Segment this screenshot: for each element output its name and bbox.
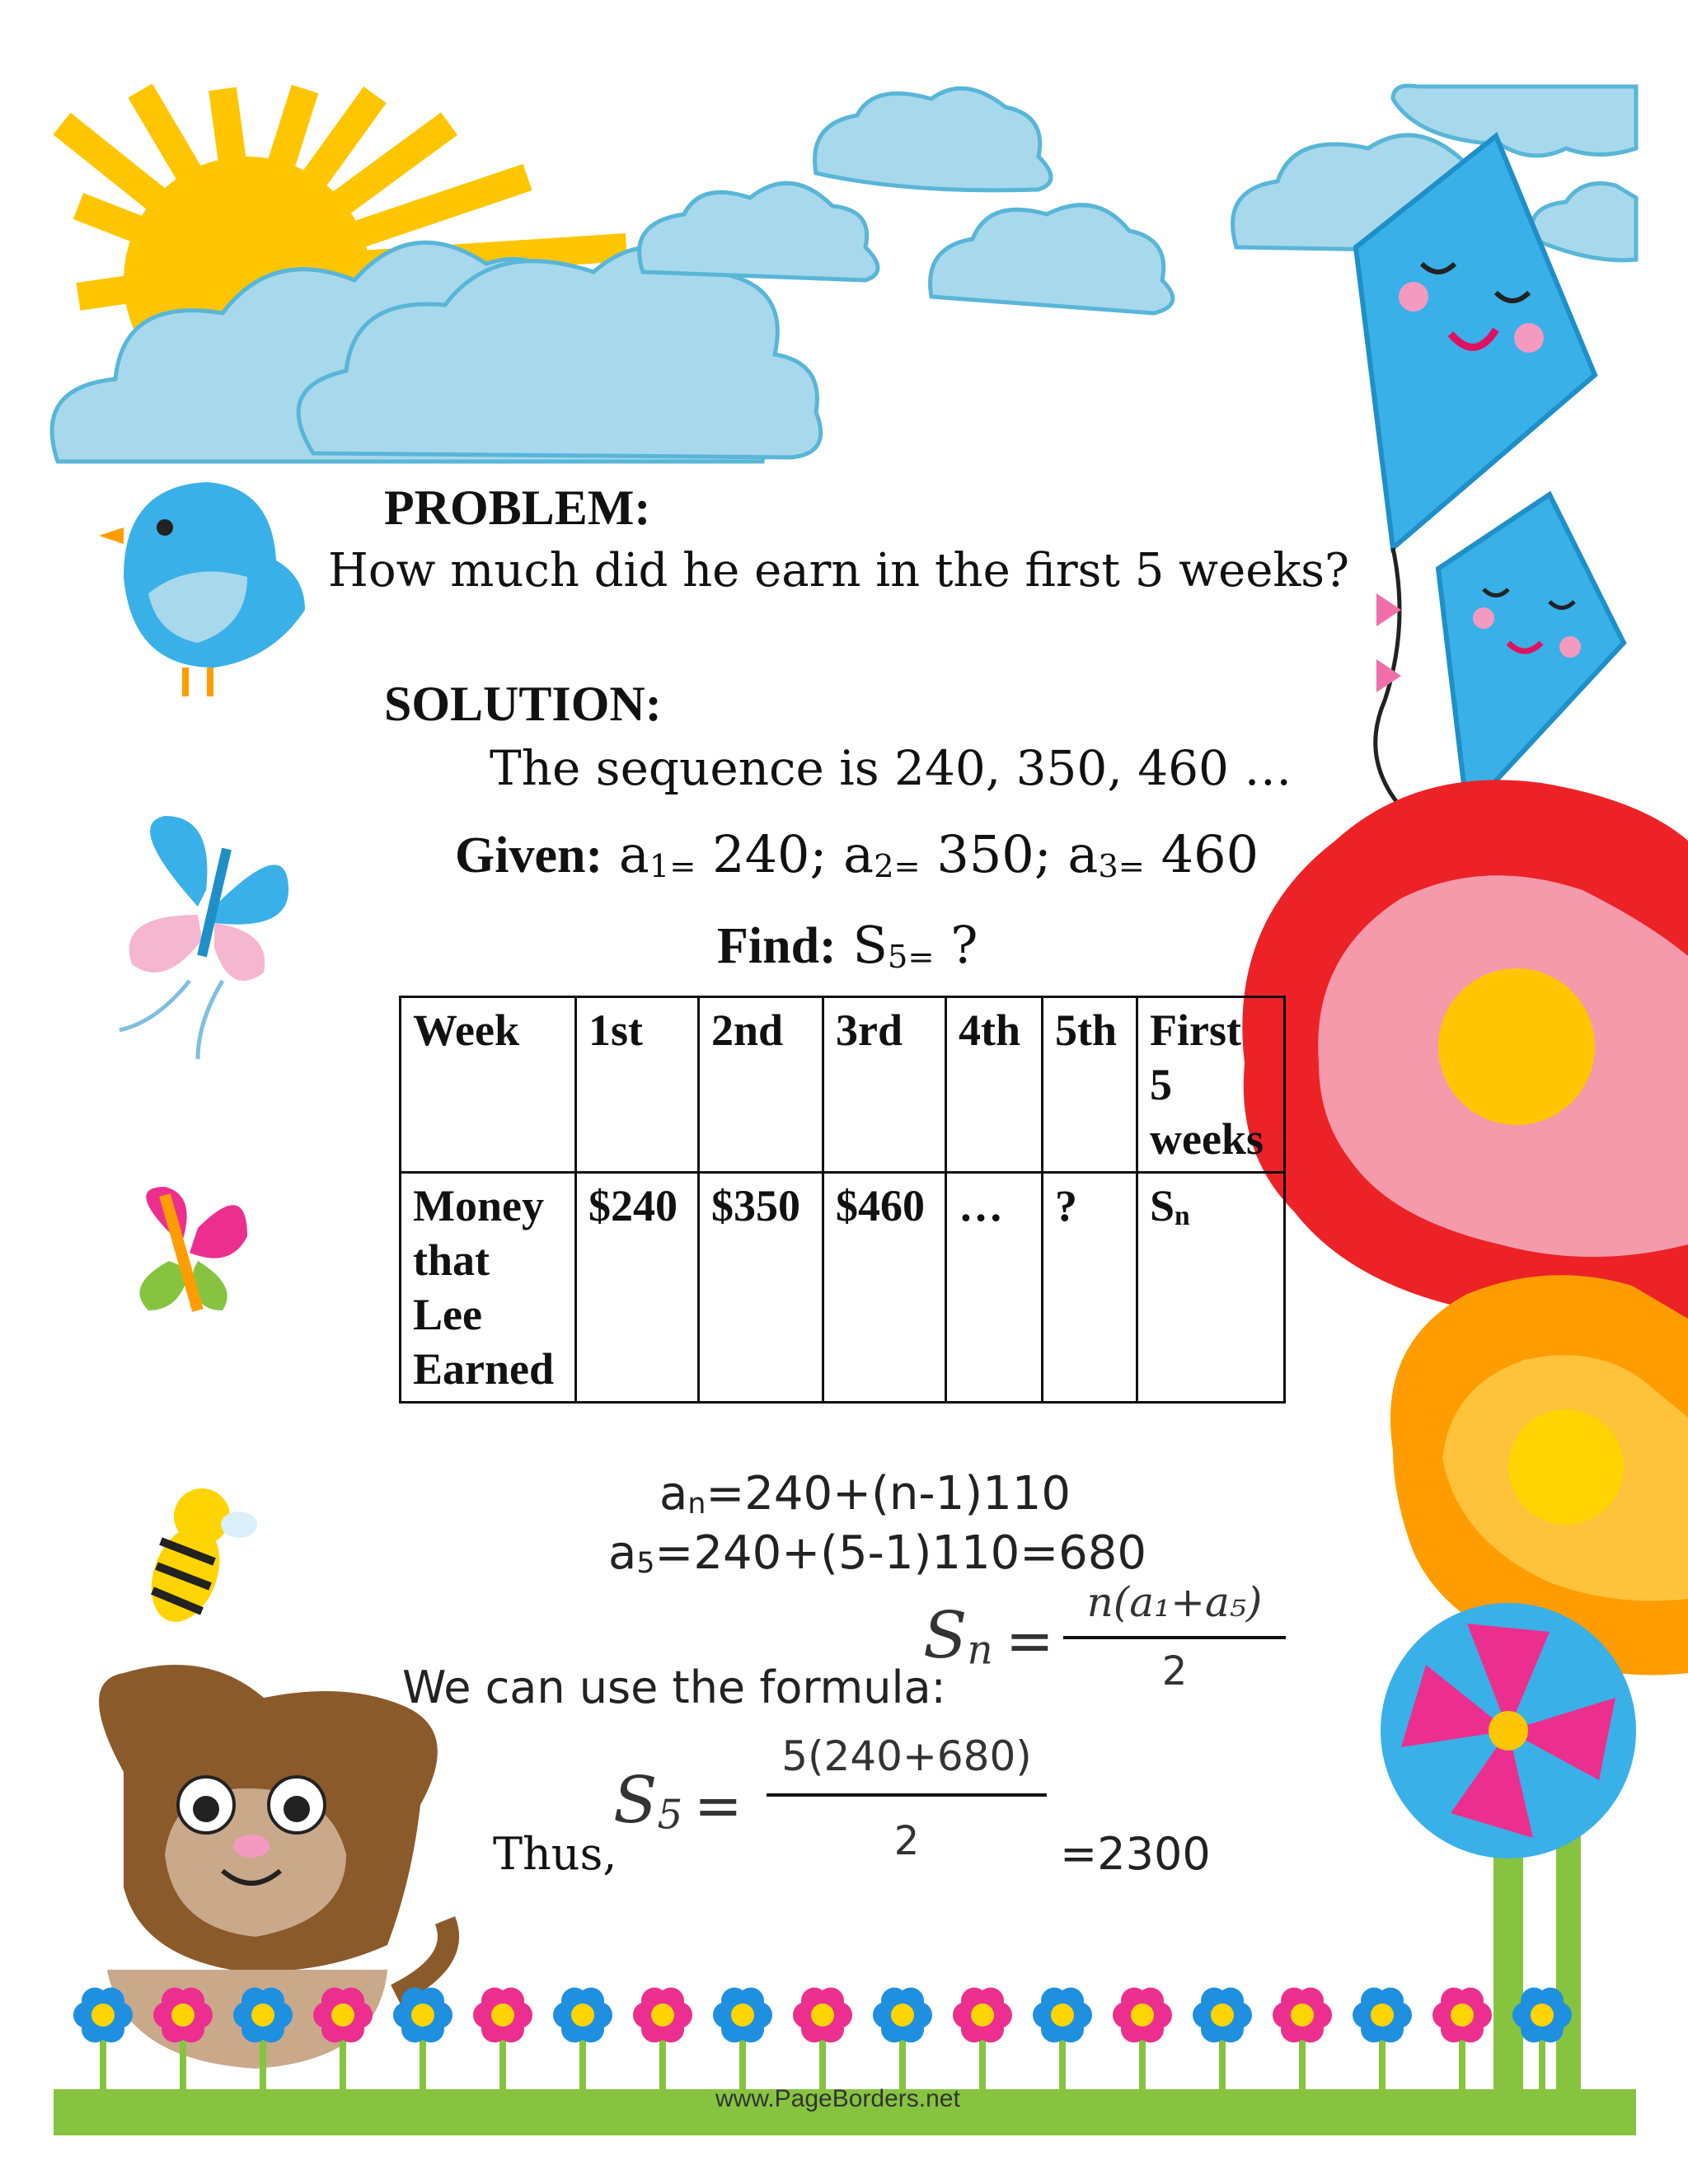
small-flower-icon [1113,1988,1172,2093]
table-header-cell: 2nd [699,997,823,1173]
given-line [455,824,1259,885]
s5-denominator: 2 [893,1818,920,1864]
flower-icon [1242,780,1688,1329]
small-flower-icon [473,1988,532,2093]
s5-lhs: $S_5$ [613,1764,683,1839]
watermark: www.PageBorders.net [715,2085,960,2112]
table-row [401,1173,1285,1403]
problem-heading: PROBLEM: [384,480,651,535]
pinwheel-icon [1381,1603,1636,2093]
small-flower-icon [1033,1988,1092,2093]
table-cell: … [946,1173,1043,1403]
table-cell: $350 [699,1173,823,1403]
table-cell: ? [1043,1173,1137,1403]
butterfly-icon [139,1187,247,1310]
find-label: Find: [717,918,837,974]
s5-fraction-bar [767,1793,1047,1797]
sequence-table [399,996,1286,1404]
s5-numerator: 5(240+680) [781,1732,1032,1780]
formula-an: $a_n=240+(n-1)110$ [659,1467,1071,1521]
find-s5: $S_{5=}$ ? [852,915,978,976]
table-header-cell: 5th [1043,997,1137,1173]
sn-equals: = [1006,1607,1054,1675]
small-flower-icon [1273,1988,1332,2093]
table-header-cell: 1st [576,997,699,1173]
small-flower-icon [1193,1988,1252,2093]
bee-icon [139,1488,257,1631]
s5-equals: = [694,1772,743,1840]
thus-text: Thus, [493,1828,617,1880]
small-flower-icon [393,1988,452,2093]
table-header-cell: First 5 weeks [1137,997,1285,1173]
small-flower-icon [873,1988,932,2093]
use-formula-text: We can use the formula: [402,1661,946,1713]
butterfly-icon [120,816,288,1059]
given-a2: $a_{2=}$ 350; [843,824,1068,885]
table-cell: $S_n$ [1137,1173,1285,1403]
sn-fraction-bar [1063,1636,1286,1639]
find-line [717,915,978,976]
given-a3: $a_{3=}$ 460 [1067,824,1259,885]
small-flower-icon [793,1988,852,2093]
sn-lhs: $S_n$ [923,1599,993,1674]
small-flower-icon [633,1988,692,2093]
small-flower-icon [73,1988,133,2093]
table-header-cell: Week [401,997,576,1173]
small-flower-icon [953,1988,1012,2093]
bird-icon [99,482,305,696]
table-row-label: Money that Lee Earned [401,1173,576,1403]
small-flower-icon [553,1988,612,2093]
small-flower-icon [1432,1988,1492,2093]
result-text: =2300 [1060,1828,1211,1880]
given-label: Given: [455,827,603,883]
sequence-text: The sequence is 240, 350, 460 … [490,740,1292,796]
given-a1: $a_{1=}$ 240; [618,824,844,885]
sn-numerator: n(a₁+a₅) [1086,1578,1263,1626]
small-flower-icon [1353,1988,1412,2093]
table-header-cell: 4th [946,997,1043,1173]
small-flower-icon [713,1988,772,2093]
problem-question: How much did he earn in the first 5 weeks? [328,544,1350,598]
table-header-row [401,997,1285,1173]
table-cell: $460 [823,1173,946,1403]
formula-a5: $a_5=240+(5-1)110=680$ [608,1526,1147,1581]
table-header-cell: 3rd [823,997,946,1173]
table-cell: $240 [576,1173,699,1403]
solution-heading: SOLUTION: [384,677,662,731]
sn-denominator: 2 [1161,1648,1188,1694]
